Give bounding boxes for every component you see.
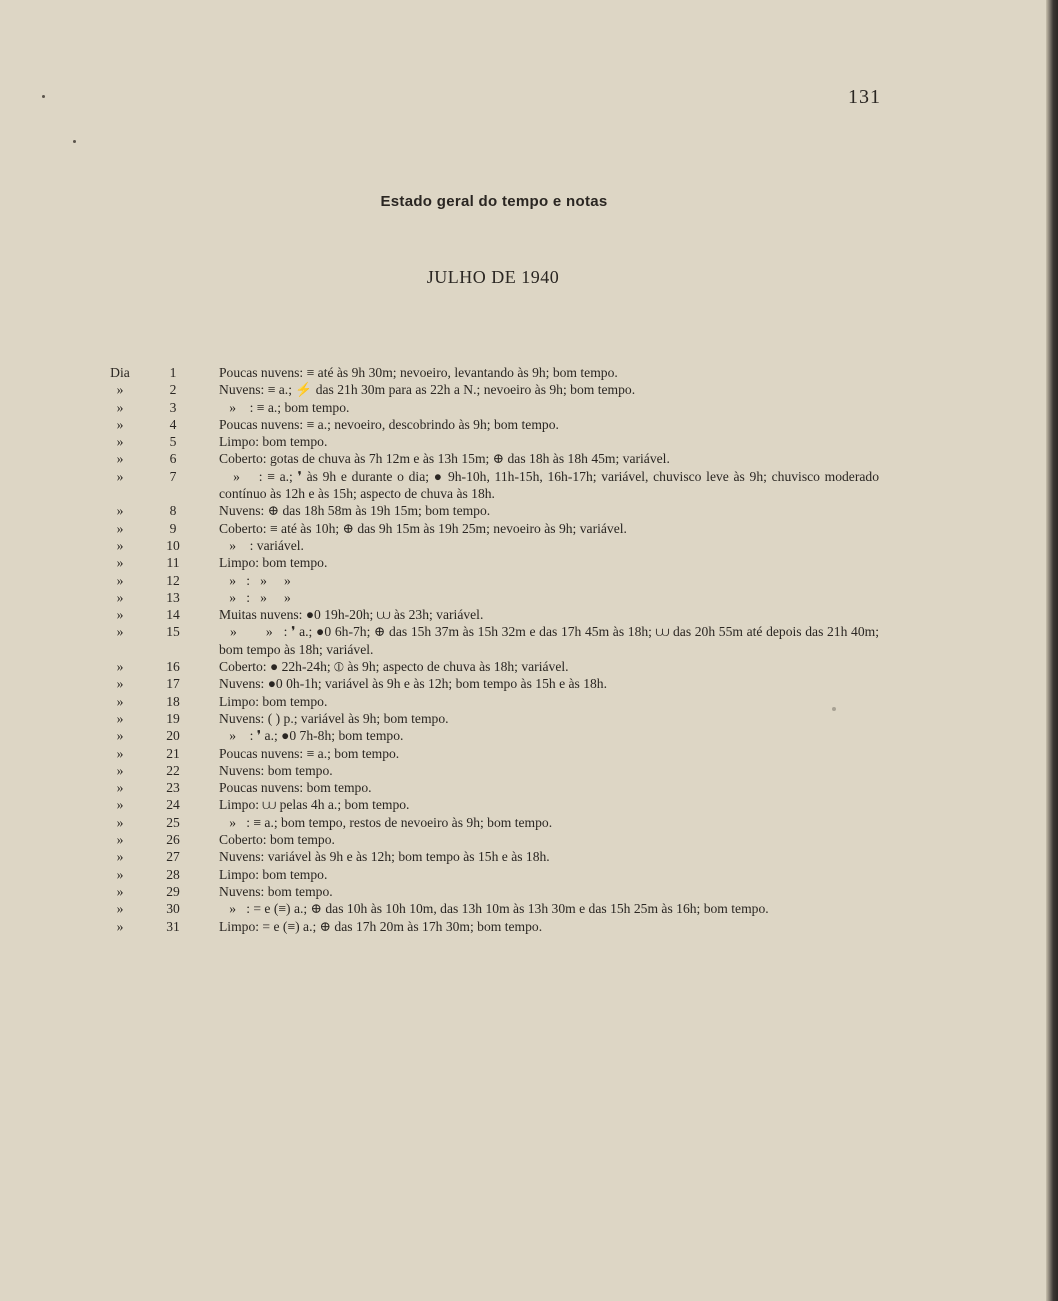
day-number: 2 bbox=[169, 382, 177, 398]
day-number: 31 bbox=[166, 918, 180, 934]
weather-note: » : » » bbox=[219, 589, 291, 605]
dia-label: » bbox=[116, 589, 124, 605]
book-spine-edge bbox=[1046, 0, 1058, 1301]
dia-label: » bbox=[116, 832, 124, 848]
table-row bbox=[0, 918, 1040, 935]
table-row bbox=[0, 381, 1040, 398]
table-row bbox=[0, 745, 1040, 762]
day-number: 1 bbox=[169, 365, 177, 380]
dia-label: » bbox=[116, 883, 124, 899]
table-row bbox=[0, 658, 1040, 675]
weather-note: Coberto: ≡ até às 10h; ⊕ das 9h 15m às 19h 25m; nevoeiro às 9h; variável. bbox=[219, 520, 627, 536]
dia-label: » bbox=[116, 676, 124, 692]
table-row bbox=[0, 450, 1040, 467]
weather-note: Nuvens: ⊕ das 18h 58m às 19h 15m; bom tempo. bbox=[219, 503, 491, 519]
dia-label: » bbox=[116, 693, 124, 709]
dia-label: » bbox=[116, 866, 124, 882]
day-number: 28 bbox=[166, 866, 180, 882]
table-row bbox=[0, 779, 1040, 796]
dia-label: » bbox=[116, 918, 124, 934]
table-row bbox=[0, 796, 1040, 813]
weather-note: » : ❜ a.; ●0 7h-8h; bom tempo. bbox=[219, 728, 404, 744]
day-number: 22 bbox=[166, 762, 180, 778]
table-row bbox=[0, 831, 1040, 848]
dia-label: » bbox=[116, 901, 124, 917]
weather-note: Limpo: bom tempo. bbox=[219, 866, 328, 882]
day-number: 7 bbox=[169, 468, 177, 484]
dia-label: » bbox=[116, 572, 124, 588]
table-row bbox=[0, 399, 1040, 416]
weather-note: Coberto: gotas de chuva às 7h 12m e às 13h 15m; ⊕ das 18h às 18h 45m; variável. bbox=[219, 451, 670, 467]
day-number: 5 bbox=[169, 434, 177, 450]
weather-note: Coberto: ● 22h-24h; ⦶ às 9h; aspecto de chuva às 18h; variável. bbox=[219, 659, 569, 675]
dia-label: » bbox=[116, 468, 124, 484]
table-row bbox=[0, 762, 1040, 779]
dia-label: » bbox=[116, 814, 124, 830]
dia-label: » bbox=[116, 416, 124, 432]
dia-label: » bbox=[116, 451, 124, 467]
day-number: 19 bbox=[166, 710, 180, 726]
dia-label: » bbox=[116, 624, 124, 640]
weather-note: Nuvens: bom tempo. bbox=[219, 762, 333, 778]
weather-entries-table bbox=[0, 364, 1040, 935]
dia-label: » bbox=[116, 728, 124, 744]
day-number: 20 bbox=[166, 728, 180, 744]
day-number: 11 bbox=[166, 555, 180, 571]
table-row bbox=[0, 502, 1040, 519]
weather-note: Poucas nuvens: ≡ a.; nevoeiro, descobrindo às 9h; bom tempo. bbox=[219, 416, 559, 432]
dia-label: » bbox=[116, 434, 124, 450]
weather-note: Nuvens: ●0 0h-1h; variável às 9h e às 12h; bom tempo às 15h e às 18h. bbox=[219, 676, 608, 692]
paper-speck bbox=[42, 95, 45, 98]
table-row bbox=[0, 848, 1040, 865]
table-row bbox=[0, 710, 1040, 727]
weather-note: Nuvens: variável às 9h e às 12h; bom tempo às 15h e às 18h. bbox=[219, 849, 550, 865]
day-number: 13 bbox=[166, 589, 180, 605]
day-number: 27 bbox=[166, 849, 180, 865]
dia-label: » bbox=[116, 503, 124, 519]
weather-note: Limpo: bom tempo. bbox=[219, 434, 328, 450]
weather-note: » : = e (≡) a.; ⊕ das 10h às 10h 10m, das 13h 10m às 13h 30m e das 15h 25m às 16h; bom tempo. bbox=[219, 901, 769, 917]
table-row bbox=[0, 589, 1040, 606]
paper-speck bbox=[73, 140, 76, 143]
day-number: 10 bbox=[166, 537, 180, 553]
day-number: 23 bbox=[166, 780, 180, 796]
dia-label: » bbox=[116, 399, 124, 415]
table-row bbox=[0, 554, 1040, 571]
table-row bbox=[0, 883, 1040, 900]
day-number: 9 bbox=[169, 520, 177, 536]
weather-note: » » : ❜ a.; ●0 6h-7h; ⊕ das 15h 37m às 15h 32m e das 17h 45m às 18h; ⩊ das 20h 55m até depois das 21h 40m; bom tempo às 18h; variável. bbox=[219, 624, 883, 657]
day-number: 8 bbox=[169, 503, 177, 519]
day-number: 26 bbox=[166, 832, 180, 848]
weather-note: Nuvens: ( ) p.; variável às 9h; bom tempo. bbox=[219, 710, 449, 726]
weather-note: » : ≡ a.; ❜ às 9h e durante o dia; ● 9h-10h, 11h-15h, 16h-17h; variável, chuvisco leve às 9h; chuvisco moderado contínuo às 12h e às 15h; aspecto de chuva às 18h. bbox=[219, 468, 883, 502]
dia-label: » bbox=[116, 537, 124, 553]
dia-label: » bbox=[116, 762, 124, 778]
dia-label: » bbox=[116, 849, 124, 865]
weather-note: » : ≡ a.; bom tempo. bbox=[219, 399, 350, 415]
table-row bbox=[0, 814, 1040, 831]
dia-label: » bbox=[116, 780, 124, 796]
dia-label: » bbox=[116, 555, 124, 571]
weather-note: Limpo: ⩊ pelas 4h a.; bom tempo. bbox=[219, 797, 410, 813]
weather-note: » : » » bbox=[219, 572, 291, 588]
dia-label: » bbox=[116, 520, 124, 536]
table-row bbox=[0, 537, 1040, 554]
table-row bbox=[0, 866, 1040, 883]
weather-note: Nuvens: bom tempo. bbox=[219, 883, 333, 899]
day-number: 6 bbox=[169, 451, 177, 467]
weather-note: Nuvens: ≡ a.; ⚡ das 21h 30m para as 22h a N.; nevoeiro às 9h; bom tempo. bbox=[219, 382, 636, 398]
month-title: JULHO DE 1940 bbox=[426, 267, 560, 287]
day-number: 12 bbox=[166, 572, 180, 588]
day-number: 21 bbox=[166, 745, 180, 761]
table-row bbox=[0, 572, 1040, 589]
day-number: 14 bbox=[166, 607, 180, 623]
dia-label: » bbox=[116, 745, 124, 761]
day-number: 30 bbox=[166, 901, 180, 917]
day-number: 29 bbox=[166, 883, 180, 899]
day-number: 24 bbox=[166, 797, 180, 813]
dia-label: » bbox=[116, 797, 124, 813]
dia-label: » bbox=[116, 710, 124, 726]
paper-speck bbox=[832, 707, 836, 711]
weather-note: Poucas nuvens: ≡ até às 9h 30m; nevoeiro, levantando às 9h; bom tempo. bbox=[219, 365, 618, 380]
dia-label: Dia bbox=[110, 365, 130, 380]
table-row bbox=[0, 433, 1040, 450]
table-row bbox=[0, 520, 1040, 537]
table-row bbox=[0, 623, 1040, 658]
weather-note: Muitas nuvens: ●0 19h-20h; ⩊ às 23h; variável. bbox=[219, 607, 484, 623]
section-heading: Estado geral do tempo e notas bbox=[380, 193, 608, 210]
table-row bbox=[0, 364, 1040, 381]
weather-note: Poucas nuvens: ≡ a.; bom tempo. bbox=[219, 745, 400, 761]
day-number: 18 bbox=[166, 693, 180, 709]
day-number: 4 bbox=[169, 416, 177, 432]
table-row bbox=[0, 675, 1040, 692]
dia-label: » bbox=[116, 659, 124, 675]
weather-note: Coberto: bom tempo. bbox=[219, 832, 335, 848]
day-number: 17 bbox=[166, 676, 180, 692]
day-number: 3 bbox=[169, 399, 177, 415]
table-row bbox=[0, 606, 1040, 623]
weather-note: Limpo: bom tempo. bbox=[219, 555, 328, 571]
dia-label: » bbox=[116, 607, 124, 623]
table-row bbox=[0, 468, 1040, 503]
table-row bbox=[0, 416, 1040, 433]
page-number: 131 bbox=[848, 86, 881, 108]
weather-note: » : variável. bbox=[219, 537, 304, 553]
weather-note: » : ≡ a.; bom tempo, restos de nevoeiro às 9h; bom tempo. bbox=[219, 814, 553, 830]
table-row bbox=[0, 693, 1040, 710]
weather-note: Limpo: bom tempo. bbox=[219, 693, 328, 709]
day-number: 16 bbox=[166, 659, 180, 675]
day-number: 15 bbox=[166, 624, 180, 640]
day-number: 25 bbox=[166, 814, 180, 830]
table-row bbox=[0, 900, 1040, 917]
dia-label: » bbox=[116, 382, 124, 398]
weather-note: Poucas nuvens: bom tempo. bbox=[219, 780, 372, 796]
table-row bbox=[0, 727, 1040, 744]
weather-note: Limpo: = e (≡) a.; ⊕ das 17h 20m às 17h 30m; bom tempo. bbox=[219, 918, 543, 934]
